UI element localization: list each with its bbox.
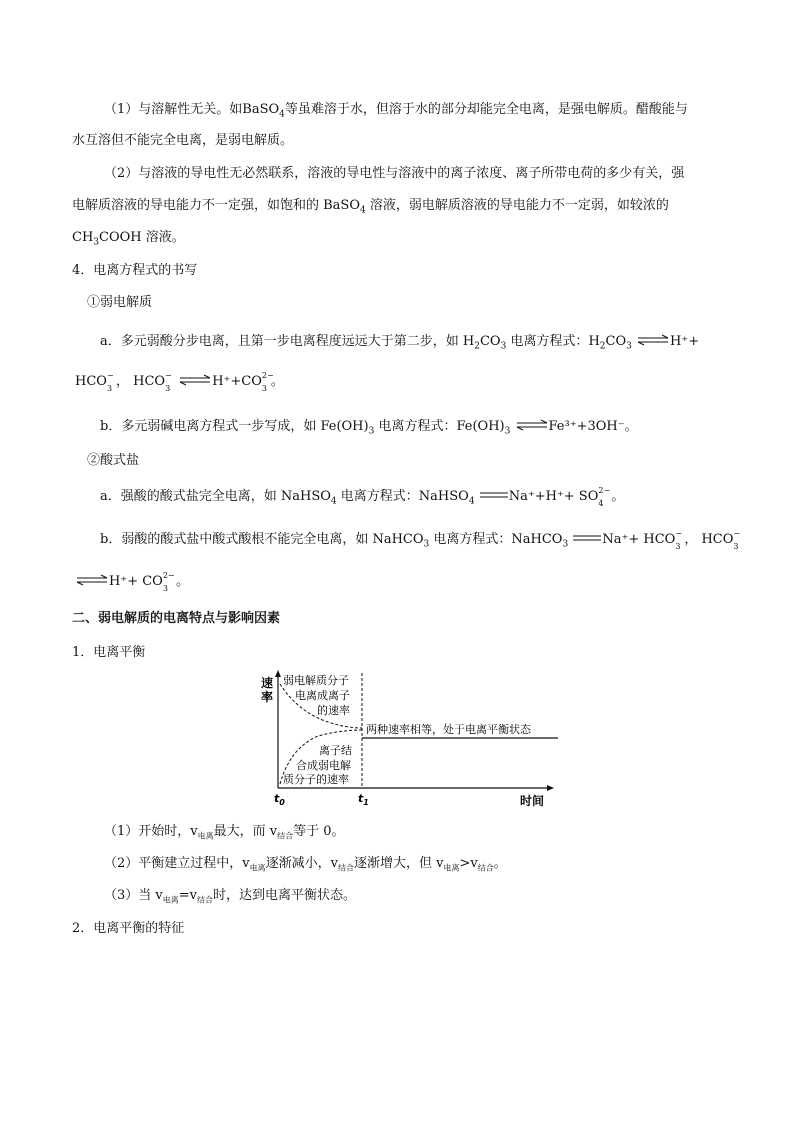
- reversible-arrow-icon: [178, 374, 212, 386]
- equals-arrow-icon: [479, 489, 509, 501]
- x-axis-label: 时间: [520, 794, 545, 808]
- para-1-line-1: （1）与溶解性无关。如BaSO$_4$等虽难溶于水，但溶于水的部分却能完全电离，是强电解质。醋酸能与: [104, 102, 688, 120]
- equilibrium-features-subheading: 2．电离平衡的特征: [72, 921, 185, 936]
- section-2-heading: 二、弱电解质的电离特点与影响因素: [72, 611, 281, 626]
- para-1-line-2: 水互溶但不能完全电离，是弱电解质。: [72, 133, 294, 148]
- reversible-arrow-icon: [636, 334, 670, 346]
- equals-arrow-icon: [572, 532, 602, 544]
- ionization-rate-label-2: 电离成离子: [295, 689, 350, 702]
- combination-rate-label-3: 质分子的速率: [283, 773, 349, 786]
- weak-acid-salt-line-2: H⁺+ CO 2− 3 。: [75, 573, 189, 591]
- weak-acid-line-2: HCO − 3 ， HCO − 3 H⁺+CO 2− 3 。: [75, 371, 284, 393]
- weak-base-line: b．多元弱碱电离方程式一步写成，如 $Fe(OH)_3$ 电离方程式：$Fe(OH)_3$ Fe³⁺+3OH⁻。: [100, 419, 638, 437]
- reversible-arrow-icon: [75, 574, 109, 586]
- item-1: （1）开始时，$v_{电离}$最大，而 $v_{结合}$等于 0。: [104, 824, 345, 841]
- item-3: （3）当 $v_{电离}=v_{结合}$时，达到电离平衡状态。: [104, 888, 357, 905]
- ionization-rate-label-3: 的速率: [317, 704, 350, 717]
- t0-label: $t_0$: [274, 792, 285, 807]
- ionization-rate-label-1: 弱电解质分子: [283, 674, 349, 687]
- reversible-arrow-icon: [515, 419, 549, 431]
- para-2-line-2: 电解质溶液的导电能力不一定强，如饱和的 BaSO$_4$ 溶液，弱电解质溶液的导电能力不一定弱，如较浓的: [72, 198, 669, 216]
- y-axis-label-char-1: 速: [261, 676, 274, 690]
- rate-time-diagram: [258, 668, 558, 813]
- combination-rate-label-1: 离子结: [319, 744, 352, 757]
- y-axis: [275, 670, 281, 788]
- ionization-equilibrium-subheading: 1．电离平衡: [72, 645, 146, 660]
- section-4-heading: 4．电离方程式的书写: [72, 263, 198, 278]
- equilibrium-label: 两种速率相等，处于电离平衡状态: [366, 723, 531, 736]
- weak-electrolyte-label: ①弱电解质: [87, 295, 153, 310]
- t1-label: $t_1$: [358, 792, 369, 807]
- item-2: （2）平衡建立过程中，$v_{电离}$逐渐减小，$v_{结合}$逐渐增大，但 $v_{电离}>v_{结合}$。: [104, 856, 507, 873]
- strong-acid-salt-line: a．强酸的酸式盐完全电离，如 NaHSO$_4$ 电离方程式：NaHSO$_4$ Na⁺+H⁺+ SO 2− 4 。: [100, 486, 625, 508]
- para-2-line-3: $CH_3COOH$ 溶液。: [72, 230, 185, 248]
- combination-rate-label-2: 合成弱电解: [296, 759, 351, 772]
- weak-acid-line-1: a．多元弱酸分步电离，且第一步电离程度远远大于第二步，如 $H_2CO_3$ 电离方程式：$H_2CO_3$ H⁺+: [100, 334, 700, 352]
- acid-salt-label: ②酸式盐: [87, 453, 140, 468]
- y-axis-label-char-2: 率: [261, 690, 274, 704]
- weak-acid-salt-line-1: b．弱酸的酸式盐中酸式酸根不能完全电离，如 NaHCO$_3$ 电离方程式：NaHCO$_3$ Na⁺+ HCO − 3 ， HCO − 3: [100, 529, 741, 551]
- para-2-line-1: （2）与溶液的导电性无必然联系，溶液的导电性与溶液中的离子浓度、离子所带电荷的多少有关，强: [104, 166, 685, 181]
